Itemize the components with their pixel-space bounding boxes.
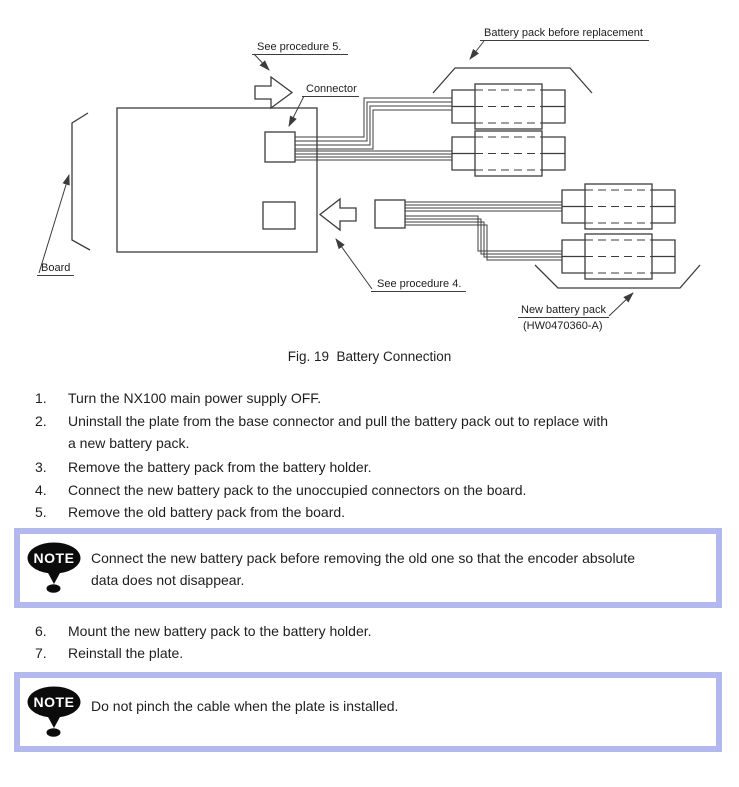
label-battery-before-replacement: Battery pack before replacement xyxy=(484,27,643,39)
connector-unoccupied xyxy=(263,202,295,229)
leader-connector xyxy=(289,96,304,126)
step-text: Reinstall the plate. xyxy=(68,645,184,661)
note-text xyxy=(91,695,398,717)
step-number: 6. xyxy=(35,623,47,639)
leader-procedure-4 xyxy=(336,239,372,289)
step-text: Connect the new battery pack to the unoccupied connectors on the board. xyxy=(68,482,527,498)
new-pack-connector xyxy=(375,200,405,228)
old-packs-bracket xyxy=(433,68,592,93)
note-icon xyxy=(27,542,83,594)
step-text: Uninstall the plate from the base connector and pull the battery pack out to replace with xyxy=(68,413,609,429)
label-board: Board xyxy=(41,262,71,274)
battery-pack-old-1 xyxy=(452,84,565,129)
wires-new-packs xyxy=(405,202,562,260)
note-box-1 xyxy=(14,528,722,608)
step-text: Mount the new battery pack to the battery holder. xyxy=(68,623,372,639)
note-line: Connect the new battery pack before removing the old one so that the encoder absolute xyxy=(91,550,636,566)
board-outline xyxy=(117,108,317,252)
label-new-battery-part-number: (HW0470360-A) xyxy=(523,320,603,332)
label-connector: Connector xyxy=(306,83,357,95)
label-see-procedure-5: See procedure 5. xyxy=(257,41,342,53)
battery-pack-old-2 xyxy=(452,131,565,176)
battery-pack-new-1 xyxy=(562,184,675,229)
note-line: data does not disappear. xyxy=(91,572,245,588)
leader-board xyxy=(39,175,69,273)
block-arrow-left-icon xyxy=(320,199,356,230)
step-text: Turn the NX100 main power supply OFF. xyxy=(68,390,322,406)
step-text: a new battery pack. xyxy=(68,435,190,451)
block-arrow-right-icon xyxy=(255,77,292,108)
note-box-2 xyxy=(14,672,722,752)
step-number: 1. xyxy=(35,390,47,406)
step-number: 3. xyxy=(35,459,47,475)
leader-procedure-5 xyxy=(254,54,269,70)
battery-connection-diagram xyxy=(0,0,739,340)
step-text: Remove the old battery pack from the board. xyxy=(68,504,346,520)
leader-new-battery xyxy=(609,293,633,316)
step-number: 7. xyxy=(35,645,47,661)
wires-old-packs xyxy=(295,98,452,160)
figure-caption: Fig. 19 Battery Connection xyxy=(287,349,452,364)
step-number: 4. xyxy=(35,482,47,498)
label-new-battery-pack: New battery pack xyxy=(521,304,606,316)
note-icon-label: NOTE xyxy=(33,694,75,710)
battery-pack-new-2 xyxy=(562,234,675,279)
note-icon-label: NOTE xyxy=(33,550,75,566)
connector-occupied xyxy=(265,132,295,162)
note-text xyxy=(91,547,635,591)
board-bracket xyxy=(72,113,90,250)
step-number: 2. xyxy=(35,413,47,429)
label-see-procedure-4: See procedure 4. xyxy=(377,278,462,290)
step-number: 5. xyxy=(35,504,47,520)
note-icon xyxy=(27,686,83,738)
note-line: Do not pinch the cable when the plate is installed. xyxy=(91,698,399,714)
step-text: Remove the battery pack from the battery holder. xyxy=(68,459,372,475)
leader-battery-before xyxy=(470,41,484,59)
